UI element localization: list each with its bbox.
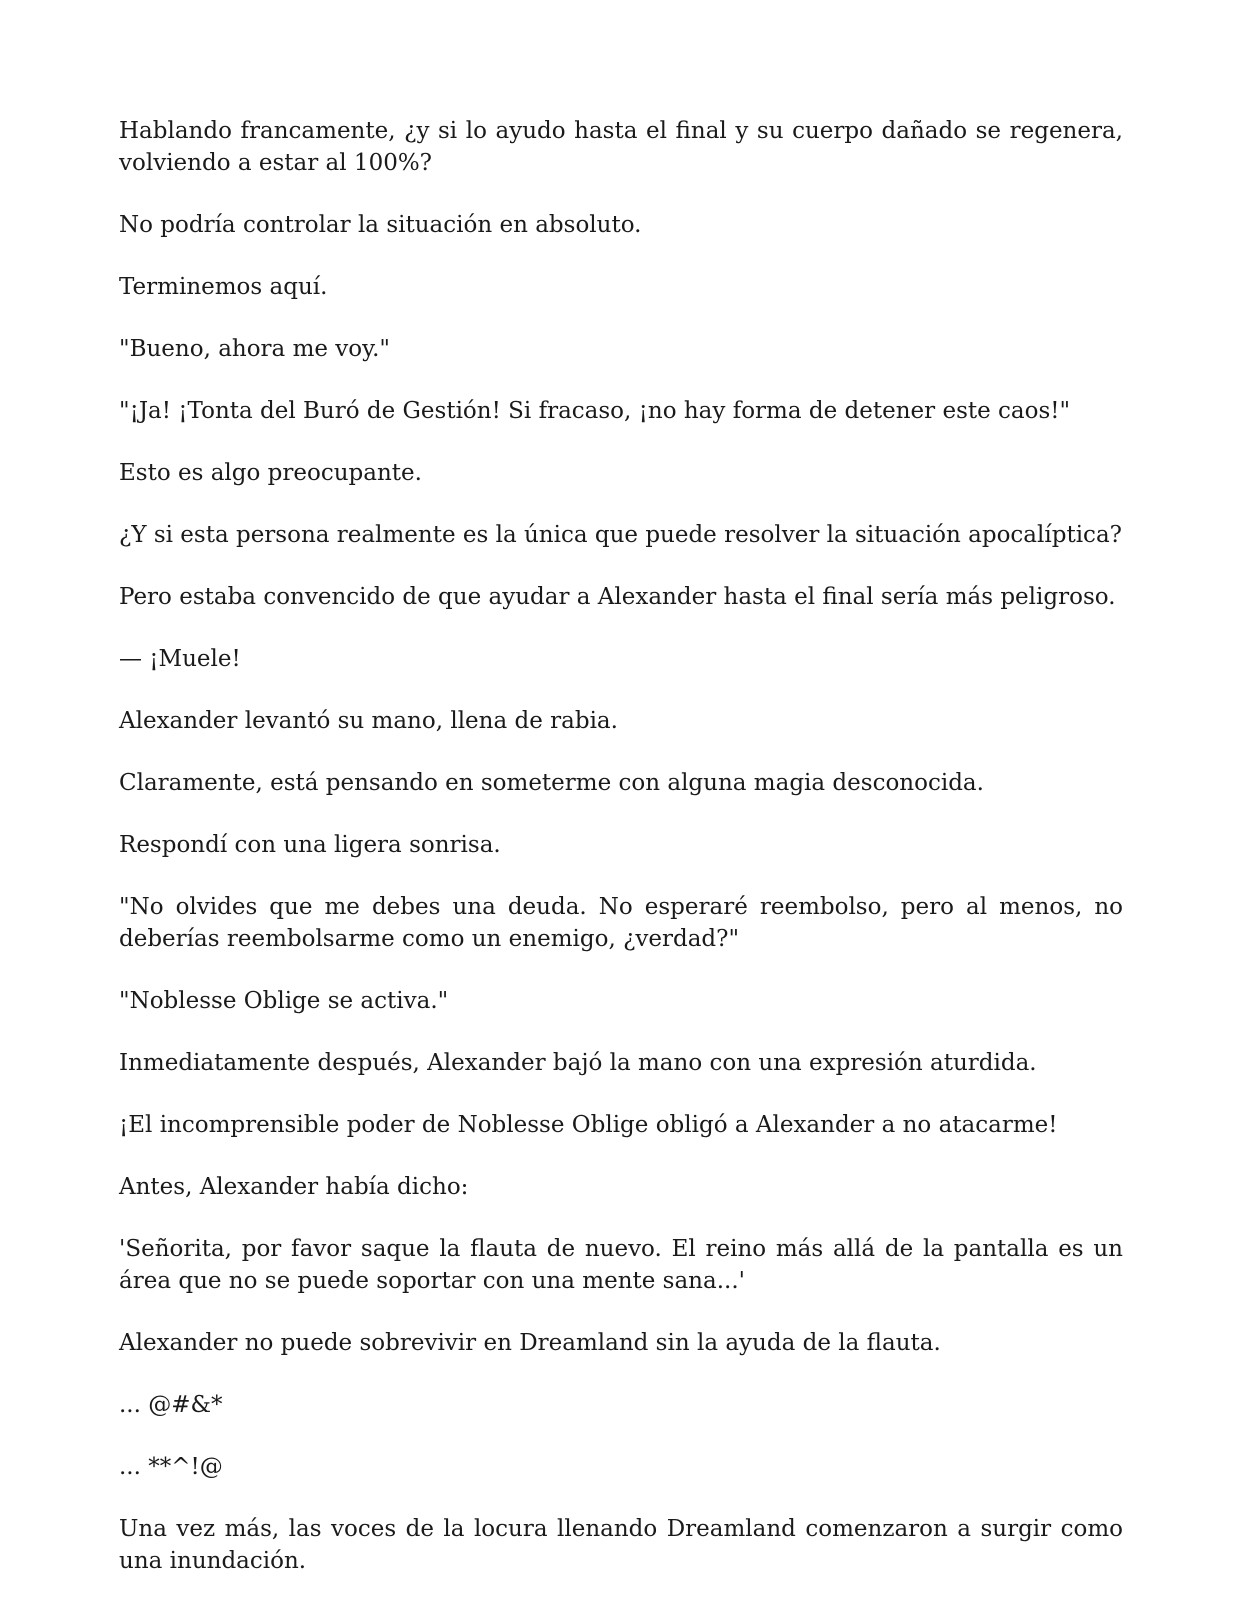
paragraph-6: Esto es algo preocupante. [119, 460, 422, 486]
paragraph-1: Hablando francamente, ¿y si lo ayudo hasta el final y su cuerpo dañado se regenera, volviendo a estar al 100%? [119, 118, 1123, 176]
paragraph-19: Alexander no puede sobrevivir en Dreamland sin la ayuda de la flauta. [119, 1330, 941, 1356]
paragraph-13: "No olvides que me debes una deuda. No esperaré reembolso, pero al menos, no deberías reembolsarme como un enemigo, ¿verdad?" [119, 894, 1123, 952]
paragraph-14: "Noblesse Oblige se activa." [119, 988, 449, 1014]
paragraph-17: Antes, Alexander había dicho: [119, 1174, 469, 1200]
paragraph-4: "Bueno, ahora me voy." [119, 336, 390, 362]
paragraph-16: ¡El incomprensible poder de Noblesse Oblige obligó a Alexander a no atacarme! [119, 1112, 1058, 1138]
paragraph-8: Pero estaba convencido de que ayudar a Alexander hasta el final sería más peligroso. [119, 584, 1116, 610]
document-body [119, 115, 1123, 1577]
paragraph-9: — ¡Muele! [119, 646, 241, 672]
paragraph-15: Inmediatamente después, Alexander bajó la mano con una expresión aturdida. [119, 1050, 1037, 1076]
paragraph-7: ¿Y si esta persona realmente es la única que puede resolver la situación apocalíptica? [119, 522, 1122, 548]
paragraph-11: Claramente, está pensando en someterme con alguna magia desconocida. [119, 770, 984, 796]
paragraph-10: Alexander levantó su mano, llena de rabia. [119, 708, 618, 734]
paragraph-3: Terminemos aquí. [119, 274, 328, 300]
paragraph-18: 'Señorita, por favor saque la flauta de nuevo. El reino más allá de la pantalla es un área que no se puede soportar con una mente sana...' [119, 1236, 1123, 1294]
paragraph-22: Una vez más, las voces de la locura llenando Dreamland comenzaron a surgir como una inundación. [119, 1516, 1123, 1574]
paragraph-20: ... @#&* [119, 1392, 223, 1418]
paragraph-21: ... **^!@ [119, 1454, 223, 1480]
paragraph-5: "¡Ja! ¡Tonta del Buró de Gestión! Si fracaso, ¡no hay forma de detener este caos!" [119, 398, 1071, 424]
paragraph-12: Respondí con una ligera sonrisa. [119, 832, 501, 858]
paragraph-2: No podría controlar la situación en absoluto. [119, 212, 642, 238]
